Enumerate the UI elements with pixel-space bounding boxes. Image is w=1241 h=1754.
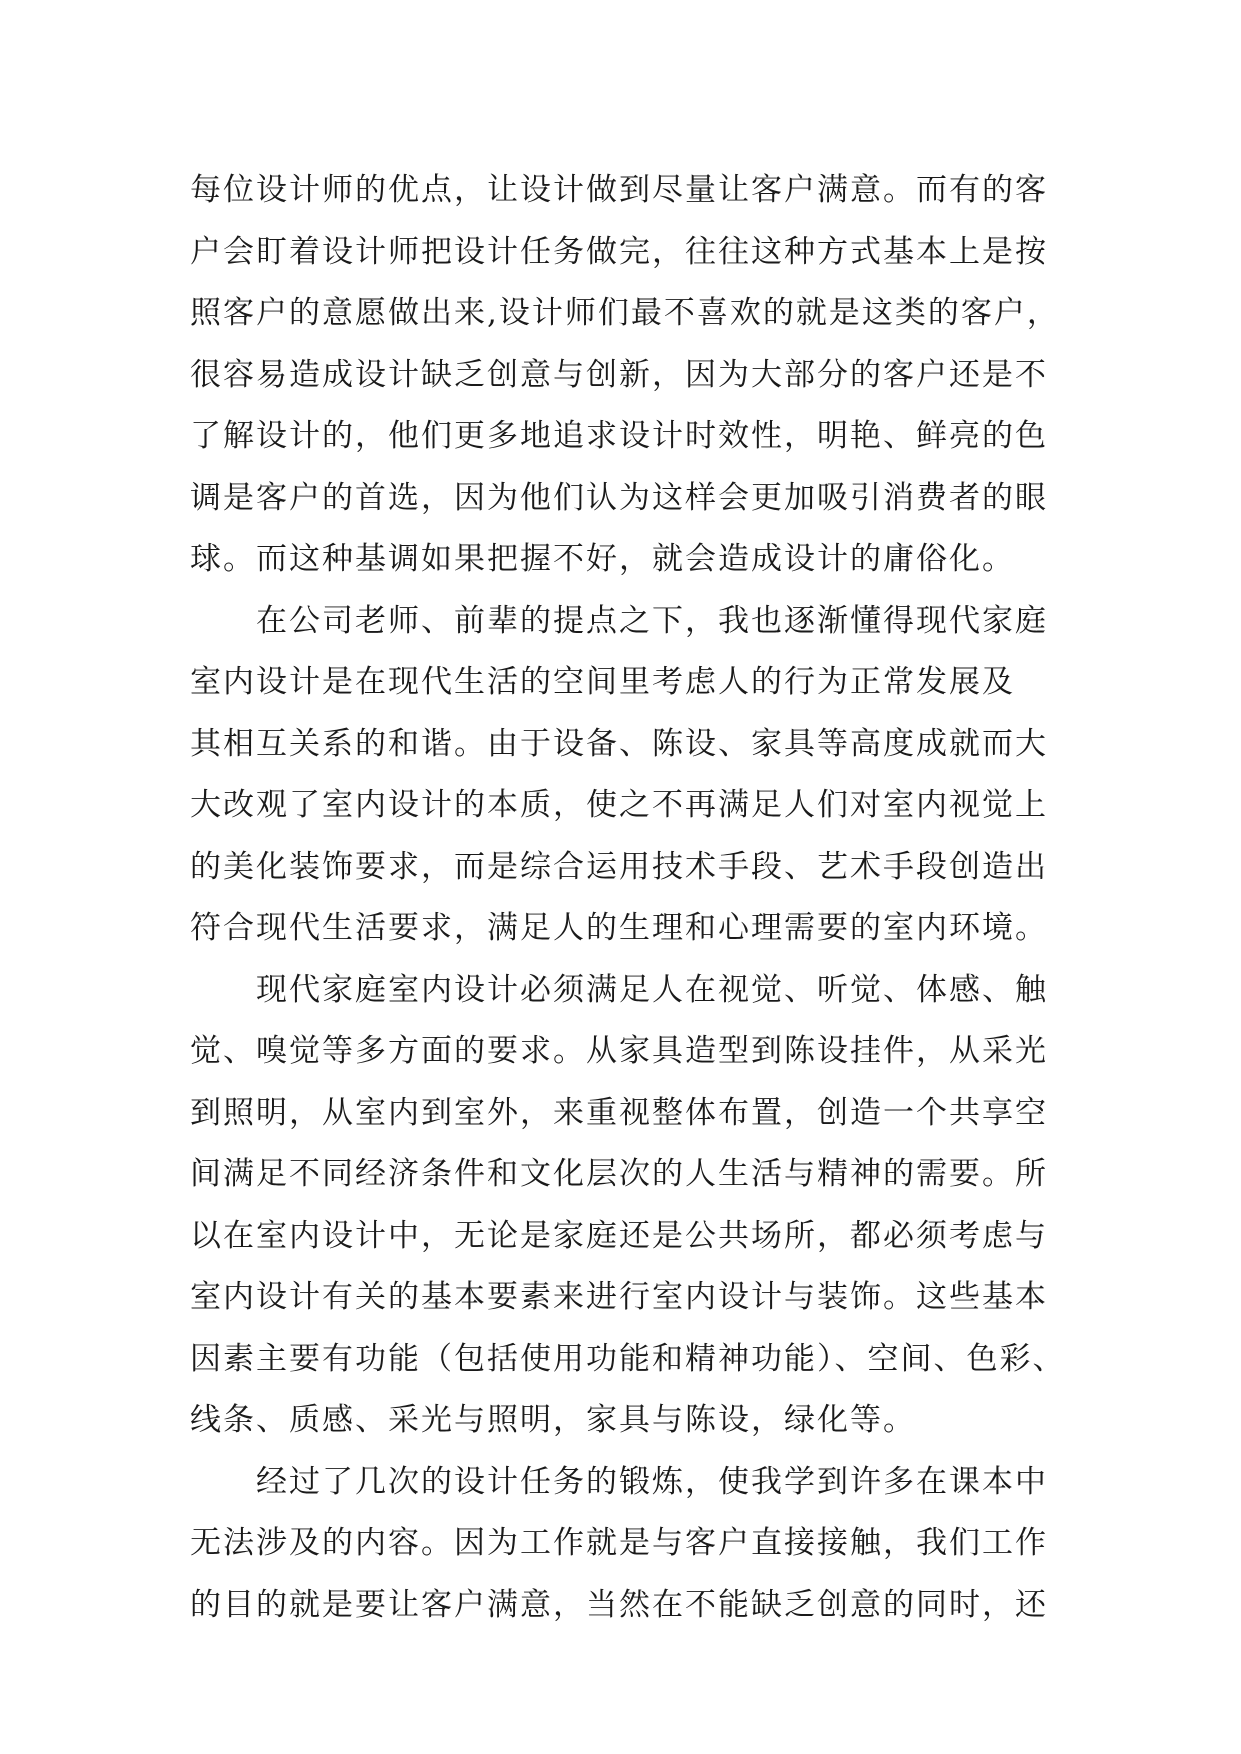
text-line: 大改观了室内设计的本质，使之不再满足人们对室内视觉上	[190, 787, 1048, 823]
text-line: 户会盯着设计师把设计任务做完，往往这种方式基本上是按	[190, 233, 1048, 270]
text-line: 了解设计的，他们更多地追求设计时效性，明艳、鲜亮的色	[190, 418, 1048, 454]
text-line: 觉、嗅觉等多方面的要求。从家具造型到陈设挂件，从采光	[190, 1033, 1048, 1069]
text-line: 室内设计有关的基本要素来进行室内设计与装饰。这些基本	[190, 1279, 1048, 1315]
text-line: 间满足不同经济条件和文化层次的人生活与精神的需要。所	[190, 1156, 1048, 1192]
text-line: 以在室内设计中，无论是家庭还是公共场所，都必须考虑与	[190, 1217, 1048, 1254]
text-line: 调是客户的首选，因为他们认为这样会更加吸引消费者的眼	[190, 479, 1048, 516]
text-line: 其相互关系的和谐。由于设备、陈设、家具等高度成就而大	[190, 725, 1048, 762]
text-line: 无法涉及的内容。因为工作就是与客户直接接触，我们工作	[190, 1525, 1048, 1561]
text-line: 线条、质感、采光与照明，家具与陈设，绿化等。	[190, 1402, 916, 1438]
paragraph-start-line: 在公司老师、前辈的提点之下，我也逐渐懂得现代家庭	[256, 602, 1048, 639]
paragraph-start-line: 经过了几次的设计任务的锻炼，使我学到许多在课本中	[256, 1463, 1048, 1500]
text-line: 的目的就是要让客户满意，当然在不能缺乏创意的同时，还	[190, 1586, 1048, 1623]
text-line: 室内设计是在现代生活的空间里考虑人的行为正常发展及	[190, 664, 1015, 700]
body-text	[190, 160, 1090, 1636]
text-line: 的美化装饰要求，而是综合运用技术手段、艺术手段创造出	[190, 848, 1048, 885]
text-line: 照客户的意愿做出来,设计师们最不喜欢的就是这类的客户，	[190, 295, 1060, 331]
text-line: 每位设计师的优点，让设计做到尽量让客户满意。而有的客	[190, 172, 1048, 208]
text-line: 到照明，从室内到室外，来重视整体布置，创造一个共享空	[190, 1094, 1048, 1131]
text-line: 符合现代生活要求，满足人的生理和心理需要的室内环境。	[190, 910, 1048, 946]
text-line: 因素主要有功能（包括使用功能和精神功能）、空间、色彩、	[190, 1340, 1066, 1377]
text-line: 球。而这种基调如果把握不好，就会造成设计的庸俗化。	[190, 541, 1015, 577]
paragraph-start-line: 现代家庭室内设计必须满足人在视觉、听觉、体感、触	[256, 971, 1048, 1008]
text-line: 很容易造成设计缺乏创意与创新，因为大部分的客户还是不	[190, 356, 1048, 393]
